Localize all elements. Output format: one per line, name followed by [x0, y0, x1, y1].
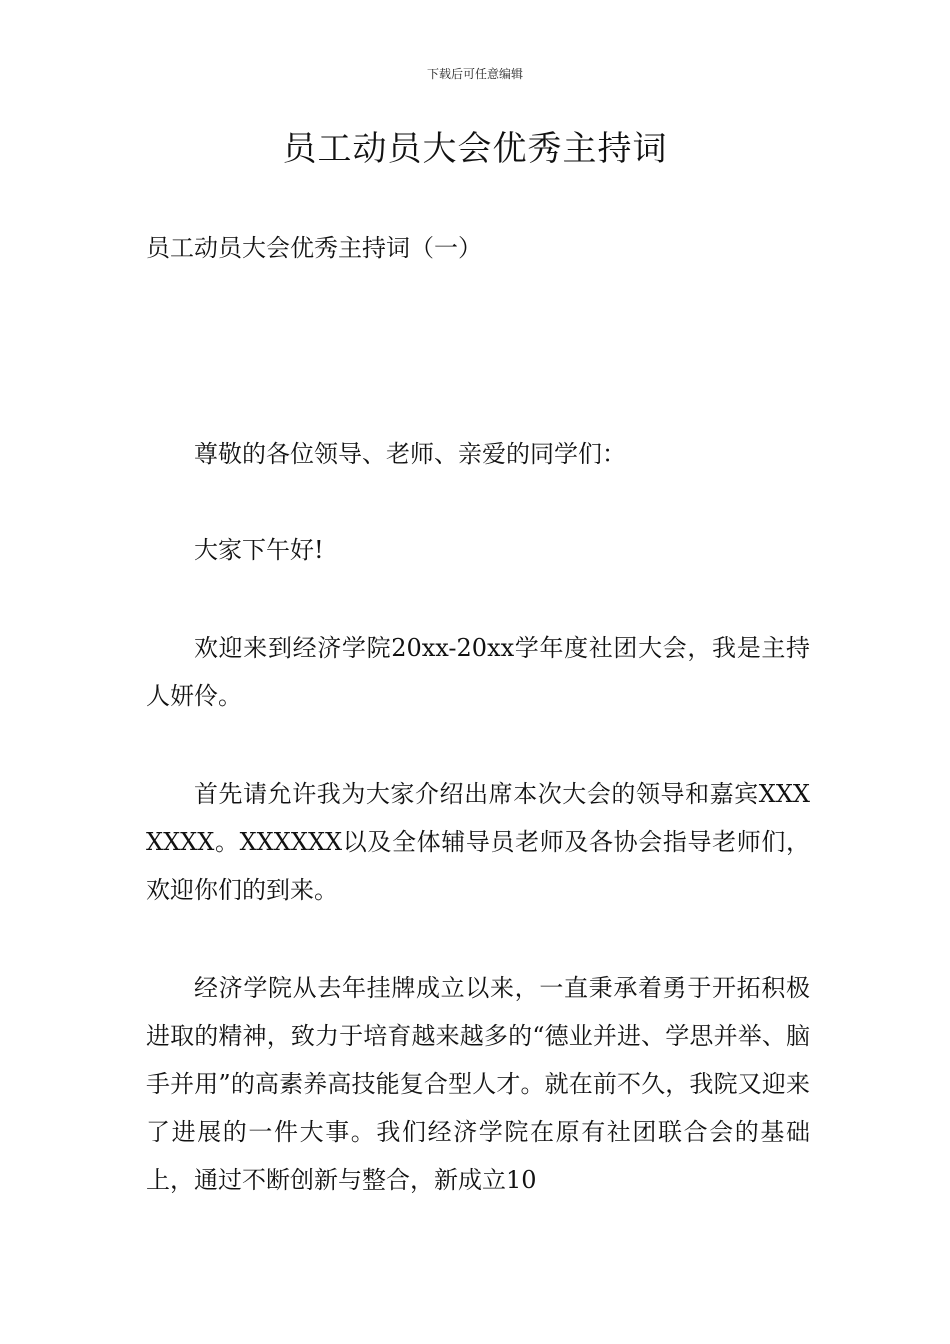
- paragraph-college-history: 经济学院从去年挂牌成立以来，一直秉承着勇于开拓积极进取的精神，致力于培育越来越多的“德业并进、学思并举、脑手并用”的高素养高技能复合型人才。就在前不久，我院又迎来了进展的一件大事。我们经济学院在原有社团联合会的基础上，通过不断创新与整合，新成立10: [146, 974, 810, 1194]
- paragraph-introduce-guests: 首先请允许我为大家介绍出席本次大会的领导和嘉宾XXXXXXX。XXXXXX以及全体辅导员老师及各协会指导老师们，欢迎你们的到来。: [146, 780, 810, 904]
- document-title: 员工动员大会优秀主持词: [282, 129, 668, 169]
- paragraph-welcome: 欢迎来到经济学院20xx-20xx学年度社团大会，我是主持人妍伶。: [146, 634, 810, 710]
- paragraph-good-afternoon: 大家下午好!: [194, 536, 324, 564]
- header-note: 下载后可任意编辑: [426, 67, 523, 81]
- paragraph-greeting: 尊敬的各位领导、老师、亲爱的同学们：: [194, 440, 626, 468]
- document-subtitle: 员工动员大会优秀主持词（一）: [146, 234, 482, 262]
